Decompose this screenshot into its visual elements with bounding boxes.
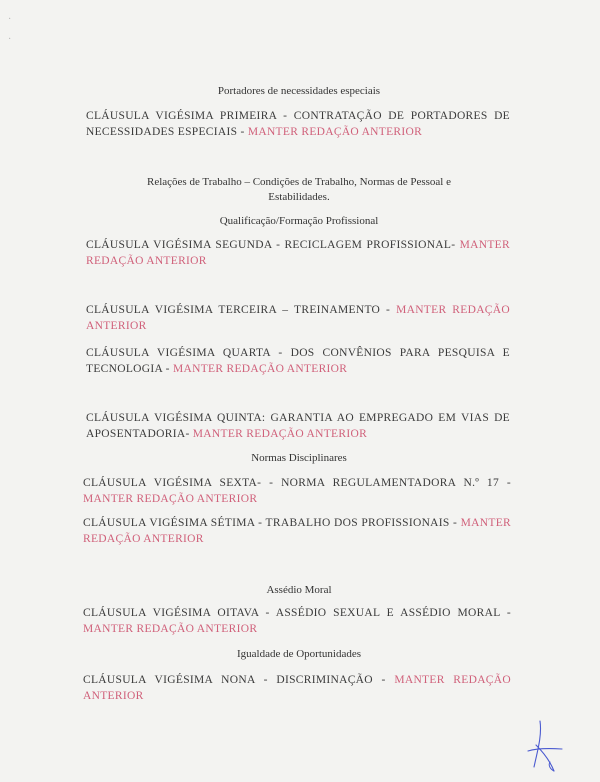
clause-status: MANTER REDAÇÃO ANTERIOR bbox=[192, 428, 368, 440]
clause-title: CLÁUSULA VIGÉSIMA NONA - DISCRIMINAÇÃO - bbox=[83, 674, 395, 686]
clause-28 bbox=[83, 605, 511, 637]
section-heading: Assédio Moral bbox=[266, 584, 332, 596]
heading-line: Estabilidades. bbox=[268, 191, 330, 203]
clause-status: MANTER REDAÇÃO ANTERIOR bbox=[86, 304, 510, 332]
clause-25 bbox=[86, 410, 510, 442]
section-heading bbox=[80, 175, 518, 205]
clause-23 bbox=[86, 302, 510, 334]
clause-status: MANTER REDAÇÃO ANTERIOR bbox=[86, 239, 510, 267]
clause-26 bbox=[83, 475, 511, 507]
clause-title: CLÁUSULA VIGÉSIMA PRIMEIRA - CONTRATAÇÃO DE PORTADORES DE NECESSIDADES ESPECIAIS - bbox=[86, 110, 510, 138]
clause-title: CLÁUSULA VIGÉSIMA SEGUNDA - RECICLAGEM PROFISSIONAL- bbox=[86, 239, 456, 251]
clause-22 bbox=[86, 237, 510, 269]
clause-status: MANTER REDAÇÃO ANTERIOR bbox=[83, 493, 258, 505]
clause-status: MANTER REDAÇÃO ANTERIOR bbox=[172, 363, 348, 375]
section-heading: Normas Disciplinares bbox=[251, 452, 347, 464]
clause-title: CLÁUSULA VIGÉSIMA QUINTA: GARANTIA AO EMPREGADO EM VIAS DE APOSENTADORIA- bbox=[86, 412, 510, 440]
clause-title: CLÁUSULA VIGÉSIMA QUARTA - DOS CONVÊNIOS PARA PESQUISA E TECNOLOGIA - bbox=[86, 347, 510, 375]
clause-status: MANTER REDAÇÃO ANTERIOR bbox=[83, 517, 511, 545]
scan-mark: · bbox=[8, 34, 12, 45]
section-heading: Portadores de necessidades especiais bbox=[217, 85, 381, 97]
clause-title: CLÁUSULA VIGÉSIMA OITAVA - ASSÉDIO SEXUAL E ASSÉDIO MORAL - bbox=[83, 607, 511, 619]
clause-21 bbox=[86, 108, 510, 140]
scan-mark: · bbox=[8, 14, 12, 25]
clause-title: CLÁUSULA VIGÉSIMA TERCEIRA – TREINAMENTO - bbox=[86, 304, 397, 316]
clause-29 bbox=[83, 672, 511, 704]
clause-24 bbox=[86, 345, 510, 377]
signature-mark bbox=[520, 715, 570, 777]
section-heading: Qualificação/Formação Profissional bbox=[219, 215, 379, 227]
clause-status: MANTER REDAÇÃO ANTERIOR bbox=[83, 674, 511, 702]
heading-line: Relações de Trabalho – Condições de Trabalho, Normas de Pessoal e bbox=[147, 176, 451, 188]
clause-status: MANTER REDAÇÃO ANTERIOR bbox=[83, 623, 258, 635]
clause-27 bbox=[83, 515, 511, 547]
clause-status: MANTER REDAÇÃO ANTERIOR bbox=[247, 126, 423, 138]
clause-title: CLÁUSULA VIGÉSIMA SÉTIMA - TRABALHO DOS PROFISSIONAIS - bbox=[83, 517, 461, 529]
section-heading: Igualdade de Oportunidades bbox=[236, 648, 361, 660]
clause-title: CLÁUSULA VIGÉSIMA SEXTA- - NORMA REGULAMENTADORA N.º 17 - bbox=[83, 477, 511, 489]
